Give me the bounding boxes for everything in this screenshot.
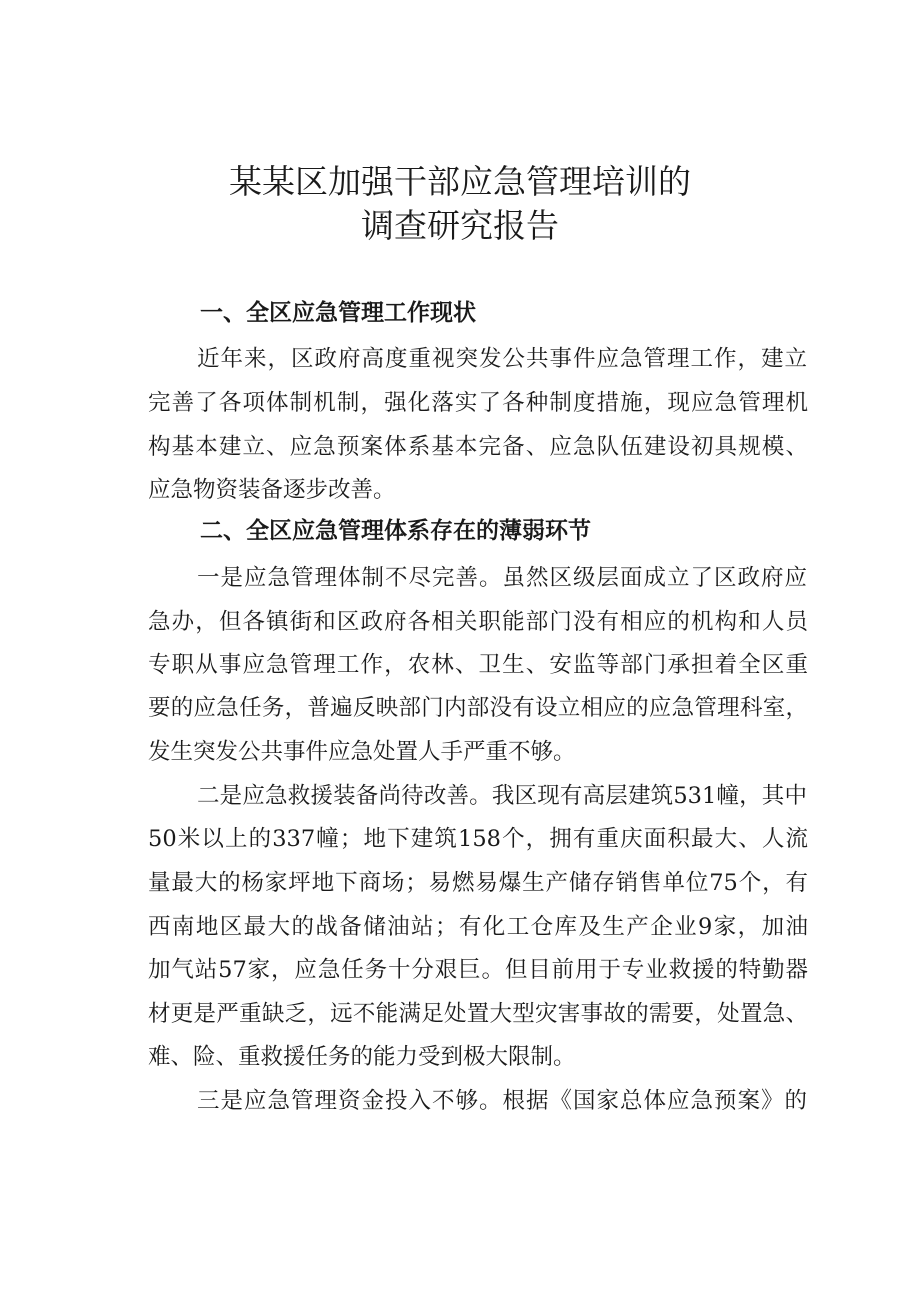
section-2-para-2-line-1: 二是应急救援装备尚待改善。我区现有高层建筑531幢，其中 bbox=[197, 783, 807, 809]
section-1-heading: 一、全区应急管理工作现状 bbox=[200, 300, 476, 326]
section-2-para-1-line-2: 急办，但各镇街和区政府各相关职能部门没有相应的机构和人员 bbox=[148, 609, 808, 635]
section-2-para-1-line-4: 要的应急任务，普遍反映部门内部没有设立相应的应急管理科室， bbox=[148, 695, 808, 721]
section-2-para-2-line-4: 西南地区最大的战备储油站；有化工仓库及生产企业9家，加油 bbox=[148, 914, 808, 940]
section-1-line-2: 完善了各项体制机制，强化落实了各种制度措施，现应急管理机 bbox=[148, 390, 808, 416]
section-2-heading: 二、全区应急管理体系存在的薄弱环节 bbox=[200, 518, 591, 544]
section-1-line-4: 应急物资装备逐步改善。 bbox=[148, 477, 396, 503]
section-2-para-1-line-5: 发生突发公共事件应急处置人手严重不够。 bbox=[148, 739, 576, 765]
section-1-line-1: 近年来，区政府高度重视突发公共事件应急管理工作，建立 bbox=[197, 346, 807, 372]
section-2-para-1-line-1: 一是应急管理体制不尽完善。虽然区级层面成立了区政府应 bbox=[197, 565, 807, 591]
section-2-para-1-line-3: 专职从事应急管理工作，农林、卫生、安监等部门承担着全区重 bbox=[148, 652, 808, 678]
section-2-para-2-line-3: 量最大的杨家坪地下商场；易燃易爆生产储存销售单位75个，有 bbox=[148, 870, 808, 896]
section-2-para-2-line-5: 加气站57家，应急任务十分艰巨。但目前用于专业救援的特勤器 bbox=[148, 957, 808, 983]
section-2-para-3-line-1: 三是应急管理资金投入不够。根据《国家总体应急预案》的 bbox=[197, 1088, 807, 1114]
document-title-line-1: 某某区加强干部应急管理培训的 bbox=[229, 162, 691, 201]
section-2-para-2-line-6: 材更是严重缺乏，远不能满足处置大型灾害事故的需要，处置急、 bbox=[148, 1001, 808, 1027]
section-2-para-2-line-7: 难、险、重救援任务的能力受到极大限制。 bbox=[148, 1044, 576, 1070]
section-2-para-2-line-2: 50米以上的337幢；地下建筑158个，拥有重庆面积最大、人流 bbox=[148, 826, 808, 852]
document-title-line-2: 调查研究报告 bbox=[361, 206, 559, 245]
section-1-line-3: 构基本建立、应急预案体系基本完备、应急队伍建设初具规模、 bbox=[148, 434, 808, 460]
